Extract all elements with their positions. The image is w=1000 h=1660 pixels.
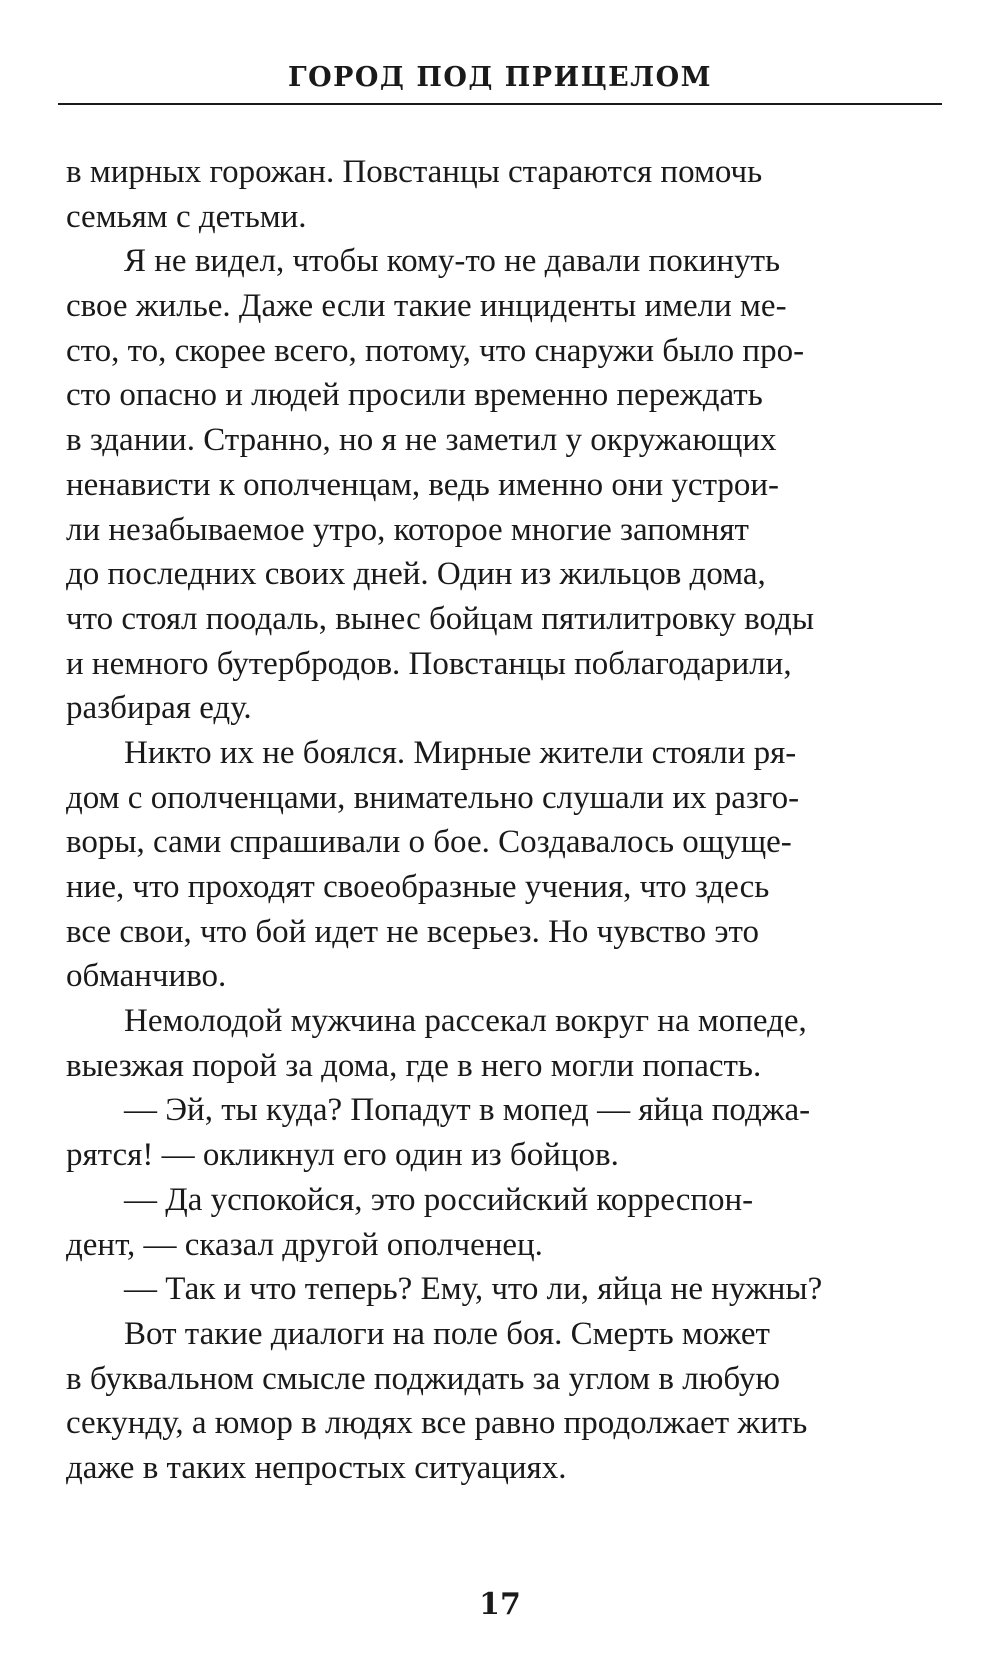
text-line: дом с ополченцами, внимательно слушали их разго- (66, 779, 800, 816)
text-line: в мирных горожан. Повстанцы стараются помочь (66, 154, 763, 190)
text-line: Я не видел, чтобы кому-то не давали покинуть (124, 243, 781, 280)
text-line: — Так и что теперь? Ему, что ли, яйца не нужны? (124, 1271, 823, 1308)
paragraph (66, 150, 946, 239)
text-line: ненависти к ополченцам, ведь именно они устрои- (66, 466, 780, 503)
text-line: разбирая еду. (66, 690, 252, 727)
text-line: Немолодой мужчина рассекал вокруг на мопеде, (124, 1003, 807, 1040)
page-number: 17 (479, 1587, 521, 1622)
body-text (66, 150, 946, 1491)
text-line: сто опасно и людей просили временно переждать (66, 377, 763, 414)
paragraph (66, 1312, 946, 1491)
text-line: — Эй, ты куда? Попадут в мопед — яйца поджа- (124, 1092, 811, 1129)
text-line: свое жилье. Даже если такие инциденты имели ме- (66, 288, 787, 325)
text-line: до последних своих дней. Один из жильцов дома, (66, 556, 766, 593)
text-line: в здании. Странно, но я не заметил у окружающих (66, 422, 777, 459)
text-line: все свои, что бой идет не всерьез. Но чувство это (66, 913, 759, 950)
paragraph (66, 239, 946, 731)
text-line: и немного бутербродов. Повстанцы поблагодарили, (66, 645, 792, 682)
text-line: — Да успокойся, это российский корреспон- (124, 1181, 754, 1218)
text-line: что стоял поодаль, вынес бойцам пятилитровку воды (66, 600, 814, 637)
paragraph (66, 731, 946, 999)
dialogue-paragraph (66, 1178, 946, 1267)
text-line: ние, что проходят своеобразные учения, что здесь (66, 869, 770, 905)
text-line: дент, — сказал другой ополченец. (66, 1226, 543, 1263)
text-line: воры, сами спрашивали о бое. Создавалось ощуще- (66, 824, 792, 861)
dialogue-paragraph (66, 1088, 946, 1177)
text-line: ли незабываемое утро, которое многие запомнят (66, 511, 749, 548)
text-line: Вот такие диалоги на поле боя. Смерть может (124, 1315, 770, 1352)
text-line: семьям с детьми. (66, 198, 307, 235)
text-line: даже в таких непростых ситуациях. (66, 1449, 567, 1486)
text-line: в буквальном смысле поджидать за углом в любую (66, 1360, 781, 1397)
text-line: сто, то, скорее всего, потому, что снаружи было про- (66, 332, 805, 369)
header-rule (58, 103, 942, 105)
dialogue-paragraph (66, 1267, 946, 1312)
text-line: секунду, а юмор в людях все равно продолжает жить (66, 1405, 808, 1442)
running-head: ГОРОД ПОД ПРИЦЕЛОМ (287, 62, 713, 93)
text-line: Никто их не боялся. Мирные жители стояли ря- (124, 734, 797, 771)
text-line: выезжая порой за дома, где в него могли попасть. (66, 1047, 762, 1084)
paragraph (66, 999, 946, 1088)
text-line: обманчиво. (66, 958, 227, 995)
text-line: рятся! — окликнул его один из бойцов. (66, 1137, 619, 1174)
